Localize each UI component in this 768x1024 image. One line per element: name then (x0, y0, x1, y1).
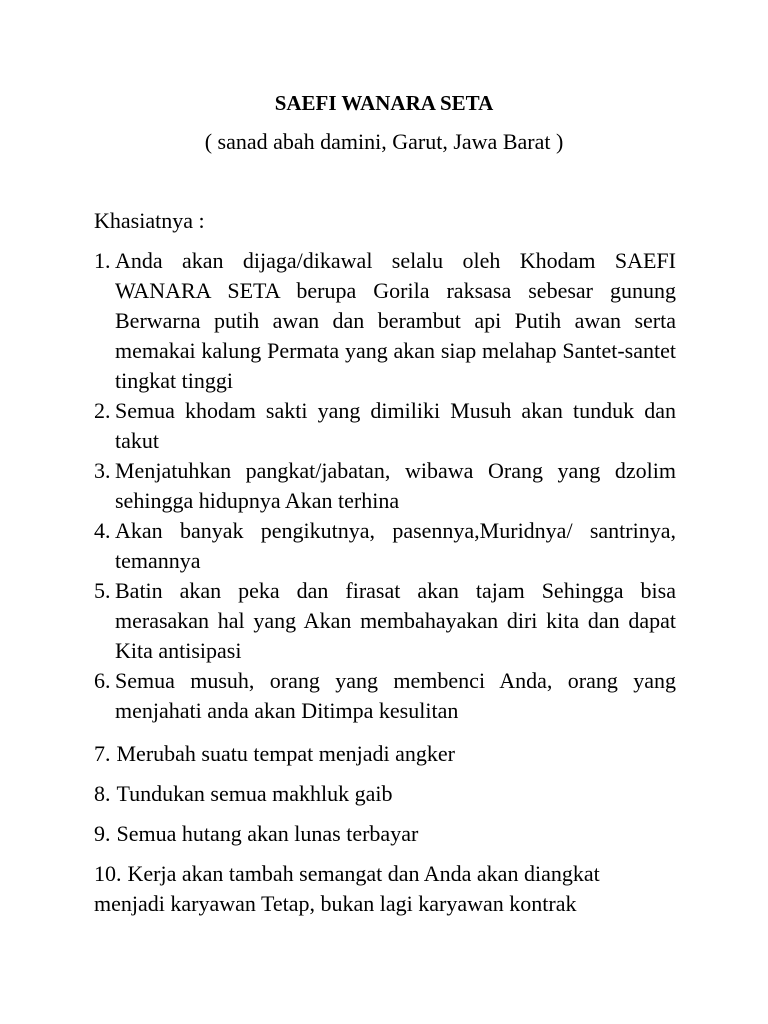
list-item-text: Menjatuhkan pangkat/jabatan, wibawa Orang yang dzolim sehingga hidupnya Akan terhina (115, 458, 676, 513)
list-item-number: 10. (94, 861, 122, 886)
document-title: SAEFI WANARA SETA (274, 91, 494, 115)
list-item-text: Tundukan semua makhluk gaib (116, 781, 393, 806)
list-item-number: 2. (94, 398, 111, 423)
list-item-number: 8. (94, 781, 111, 806)
list-item-number: 9. (94, 821, 111, 846)
document-subtitle: ( sanad abah damini, Garut, Jawa Barat ) (204, 129, 564, 154)
list-item-number: 7. (94, 741, 111, 766)
list-item-number: 4. (94, 518, 111, 543)
list-item (94, 246, 676, 396)
list-item (94, 779, 676, 809)
list-item-text: Batin akan peka dan firasat akan tajam Sehingga bisa merasakan hal yang Akan membahayakan diri kita dan dapat Kita antisipasi (115, 578, 676, 663)
list-item (94, 396, 676, 456)
list-item (94, 666, 676, 726)
list-item-number: 6. (94, 668, 111, 693)
list-item (94, 859, 676, 919)
list-item (94, 516, 676, 576)
list-item-text: Kerja akan tambah semangat dan Anda akan diangkat menjadi karyawan Tetap, bukan lagi karyawan kontrak (94, 861, 600, 916)
list-item-text: Akan banyak pengikutnya, pasennya,Muridnya/ santrinya, temannya (115, 518, 676, 573)
list-item (94, 739, 676, 769)
list-item-number: 1. (94, 248, 111, 273)
list-item (94, 576, 676, 666)
list-item-text: Anda akan dijaga/dikawal selalu oleh Khodam SAEFI WANARA SETA berupa Gorila raksasa sebesar gunung Berwarna putih awan dan berambut api Putih awan serta memakai kalung Permata yang akan siap melahap Santet-santet tingkat tinggi (115, 248, 676, 393)
list-item-number: 3. (94, 458, 111, 483)
list-item (94, 456, 676, 516)
list-item-text: Semua musuh, orang yang membenci Anda, orang yang menjahati anda akan Ditimpa kesulitan (115, 668, 676, 723)
section-heading: Khasiatnya : (94, 208, 205, 233)
list-item-text: Semua khodam sakti yang dimiliki Musuh akan tunduk dan takut (115, 398, 676, 453)
benefits-list (94, 246, 676, 726)
list-item-text: Merubah suatu tempat menjadi angker (116, 741, 455, 766)
list-item-number: 5. (94, 578, 111, 603)
list-item-text: Semua hutang akan lunas terbayar (116, 821, 419, 846)
list-item (94, 819, 676, 849)
